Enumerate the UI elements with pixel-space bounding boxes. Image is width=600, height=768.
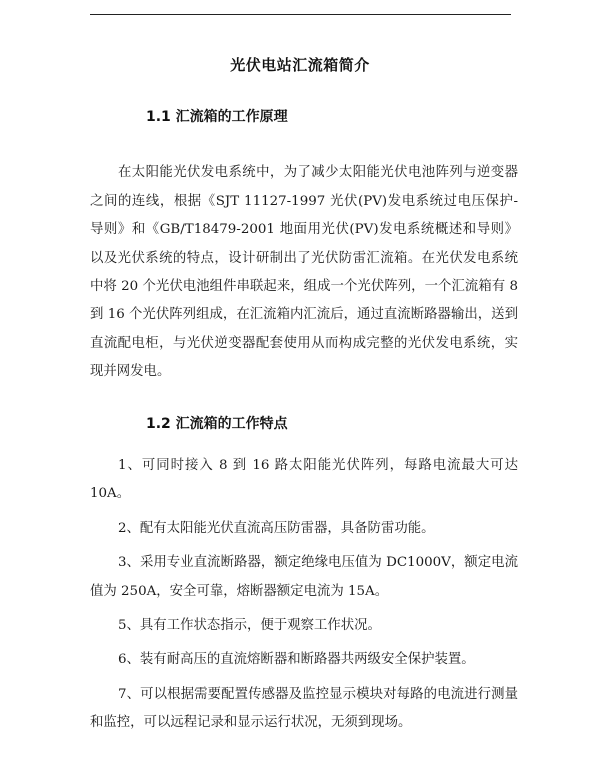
- list-item: 3、采用专业直流断路器，额定绝缘电压值为 DC1000V，额定电流值为 250A，安全可靠，熔断器额定电流为 15A。: [90, 555, 518, 599]
- list-item: 6、装有耐高压的直流熔断器和断路器共两级安全保护装置。: [118, 652, 475, 668]
- list-item: 1、可同时接入 8 到 16 路太阳能光伏阵列，每路电流最大可达 10A。: [90, 458, 518, 502]
- list-item: 5、具有工作状态指示，便于观察工作状况。: [118, 618, 381, 634]
- working-principle-paragraph: 在太阳能光伏发电系统中，为了减少太阳能光伏电池阵列与逆变器之间的连线，根据《SJT 11127-1997 光伏(PV)发电系统过电压保护-导则》和《GB/T18479-2001 地面用光伏(PV)发电系统概述和导则》以及光伏系统的特点，设计研制出了光伏防雷汇流箱。在光伏发电系统中将 20 个光伏电池组件串联起来，组成一个光伏阵列，一个汇流箱有 8 到 16 个光伏阵列组成，在汇流箱内汇流后，通过直流断路器输出，送到直流配电柜，与光伏逆变器配套使用从而构成完整的光伏发电系统，实现并网发电。: [90, 165, 518, 380]
- features-list: [90, 452, 518, 744]
- list-item: 7、可以根据需要配置传感器及监控显示模块对每路的电流进行测量和监控，可以远程记录和显示运行状况，无须到现场。: [90, 686, 518, 731]
- document-title: 光伏电站汇流箱简介: [230, 56, 370, 74]
- section-heading-working-principle: 1.1 汇流箱的工作原理: [146, 109, 288, 125]
- section-heading-working-features: 1.2 汇流箱的工作特点: [146, 416, 288, 432]
- header-rule: [90, 14, 511, 15]
- list-item: 2、配有太阳能光伏直流高压防雷器，具备防雷功能。: [118, 520, 435, 536]
